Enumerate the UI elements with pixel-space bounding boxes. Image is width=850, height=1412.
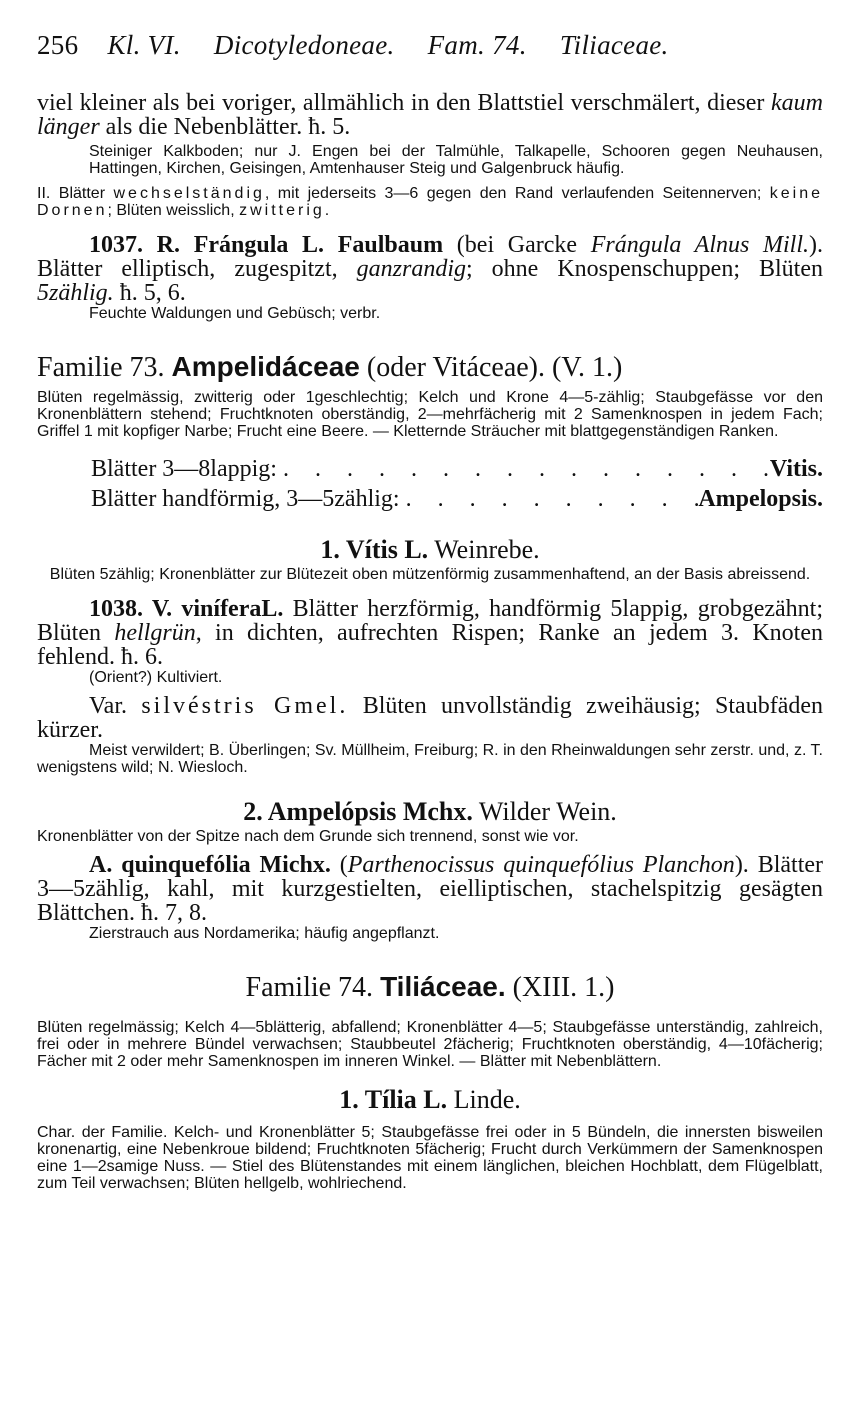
habitat-note: Zierstrauch aus Nordamerika; häufig angepflanzt. <box>89 925 440 942</box>
division-label: Dicotyledoneae. <box>213 30 395 60</box>
italic-run: hellgrün <box>114 620 196 646</box>
key-result: Ampelopsis. <box>698 486 823 512</box>
key-row <box>37 484 823 514</box>
species-quinquefolia <box>37 853 823 925</box>
paragraph-continuation <box>37 91 823 139</box>
genus-tilia-description: Char. der Familie. Kelch- und Kronenblätter 5; Staubgefässe frei oder in 5 Bündeln, die innersten bisweilen kronenartig, eine Nebenkroue bildend; Fruchtknoten 5fächerig; Frucht durch Verkümmern der Samenknospen eine 1—2samige Nuss. — Stiel des Blütenstandes mit einem länglichen, bleichen Hochblatt, dem Flügelblatt, zum Teil verwachsen; Blüten hellgelb, wohlriechend. <box>37 1124 823 1192</box>
key-result: Vitis. <box>769 456 823 482</box>
text-run: , mit jederseits 3—6 gegen den Rand verlaufenden Seitennerven; <box>264 185 770 202</box>
habitat-note: (Orient?) Kultiviert. <box>89 669 223 686</box>
family-74-description: Blüten regelmässig; Kelch 4—5blätterig, abfallend; Kronenblätter 4—5; Staubgefässe unterständig, zahlreich, frei oder in mehrere Bündel verwachsen; Staubbeutel 2fächerig; Fruchtknoten oberständig, 4—10fächerig; Fächer mit 2 oder mehr Samenknospen im inneren Winkel. — Blätter mit Nebenblättern. <box>37 1019 823 1070</box>
family-73-description: Blüten regelmässig, zwitterig oder 1geschlechtig; Kelch und Krone 4—5-zählig; Staubgefässe vor den Kronenblättern stehend; Fruchtknoten oberständig, 2—mehrfächerig mit 2 Samenknospen in jedem Fach; Griffel 1 mit kopfiger Narbe; Frucht eine Beere. — Kletternde Sträucher mit blattgegenständigen Ranken. <box>37 389 823 440</box>
genus-vitis-description: Blüten 5zählig; Kronenblätter zur Blütezeit oben mützenförmig zusammenhaftend, an der Basis abreissend. <box>49 566 811 583</box>
text-run: II. Blätter <box>37 185 114 202</box>
text-run: ( <box>330 852 348 878</box>
italic-run: 5zählig. <box>37 280 114 306</box>
italic-run: Frángula Alnus Mill. <box>590 232 810 258</box>
habitat-note: Feuchte Waldungen und Gebüsch; verbr. <box>89 305 381 322</box>
species-1037 <box>37 233 823 305</box>
italic-run: Parthenocissus quinquefólius Planchon <box>347 852 735 878</box>
leader-dots <box>277 454 770 484</box>
text-run: ). Blätter elliptisch, zugespitzt, <box>37 232 824 282</box>
text-run: Blüten unvollständig zweihäusig; Staubfäden kürzer. <box>37 693 824 743</box>
key-row <box>37 454 823 484</box>
page-number: 256 <box>37 30 79 60</box>
text-run: viel kleiner als bei voriger, allmählich in den Blattstiel verschmälert, dieser <box>37 90 772 116</box>
spaced-run: wechselständig <box>113 185 265 202</box>
running-header <box>37 30 823 61</box>
genus-ampelopsis-description: Kronenblätter von der Spitze nach dem Grunde sich trennend, sonst wie vor. <box>37 828 579 845</box>
family-name: Tiliaceae. <box>559 30 669 60</box>
common-name: Faulbaum <box>337 232 444 258</box>
text-run: (bei Garcke <box>443 232 591 258</box>
leader-dots <box>400 484 699 514</box>
class-label: Kl. VI. <box>107 30 181 60</box>
spaced-run: keine Dornen <box>37 185 824 219</box>
text-run: Var. <box>89 693 142 719</box>
genus-tilia-heading <box>37 1084 823 1116</box>
family-alt: (oder Vitáceae). (V. 1.) <box>366 352 623 383</box>
text-run: , in dichten, aufrechten Rispen; Ranke an jedem 3. Knoten fehlend. ħ. 6. <box>37 620 824 670</box>
species-1038 <box>37 597 823 669</box>
text-run: als die Nebenblätter. ħ. 5. <box>99 114 351 140</box>
book-page <box>37 30 823 1192</box>
text-run: ). Blätter 3—5zählig, kahl, mit kurzgestielten, eielliptischen, stachelspitzig gesägten Blättchen. ħ. 7, 8. <box>37 852 824 926</box>
genus-title: 2. Ampelópsis Mchx. <box>243 797 473 826</box>
text-run: ħ. 5, 6. <box>113 280 186 306</box>
species-number: 1038. V. viníferaL. <box>89 596 284 622</box>
genus-common-name: Wilder Wein. <box>478 797 617 826</box>
family-title: Ampelidáceae <box>171 351 360 382</box>
family-title: Tiliáceae. <box>380 971 506 1002</box>
key-label: Blätter handförmig, 3—5zählig: <box>91 486 400 512</box>
genus-common-name: Linde. <box>453 1085 521 1114</box>
habitat-note: Meist verwildert; B. Überlingen; Sv. Müllheim, Freiburg; R. in den Rheinwaldungen sehr zerstr. und, z. T. wenigstens wild; N. Wiesloch. <box>37 742 823 776</box>
genus-vitis-heading <box>37 534 823 566</box>
species-number: 1037. R. Frángula L. <box>89 232 325 258</box>
family-number: Familie 74. <box>245 972 374 1003</box>
family-alt: (XIII. 1.) <box>512 972 615 1003</box>
genus-key <box>37 454 823 514</box>
genus-title: 1. Tília L. <box>339 1085 448 1114</box>
species-title: A. quinquefólia Michx. <box>89 852 331 878</box>
family-73-heading <box>37 350 823 385</box>
spaced-run: silvéstris Gmel. <box>141 693 349 719</box>
genus-common-name: Weinrebe. <box>434 535 540 564</box>
family-number: Familie 73. <box>37 352 165 383</box>
italic-run: kaum länger <box>37 90 823 140</box>
text-run: ; ohne Knospenschuppen; Blüten <box>466 256 823 282</box>
genus-ampelopsis-heading <box>37 796 823 828</box>
family-74-heading <box>37 970 823 1005</box>
key-item-ii <box>37 185 823 219</box>
italic-run: ganzrandig <box>356 256 466 282</box>
genus-title: 1. Vítis L. <box>320 535 429 564</box>
habitat-note: Steiniger Kalkboden; nur J. Engen bei der Talmühle, Talkapelle, Schooren gegen Neuhausen, Hattingen, Kirchen, Geisingen, Amtenhauser Steig und Galgenbruck häufig. <box>89 143 823 177</box>
variety-silvestris <box>37 694 823 742</box>
family-label: Fam. 74. <box>427 30 527 60</box>
spaced-run: zwitterig. <box>239 202 333 219</box>
text-run: Blätter herzförmig, handförmig 5lappig, grobgezähnt; Blüten <box>37 596 823 646</box>
key-label: Blätter 3—8lappig: <box>91 456 277 482</box>
text-run: ; Blüten weisslich, <box>107 202 240 219</box>
